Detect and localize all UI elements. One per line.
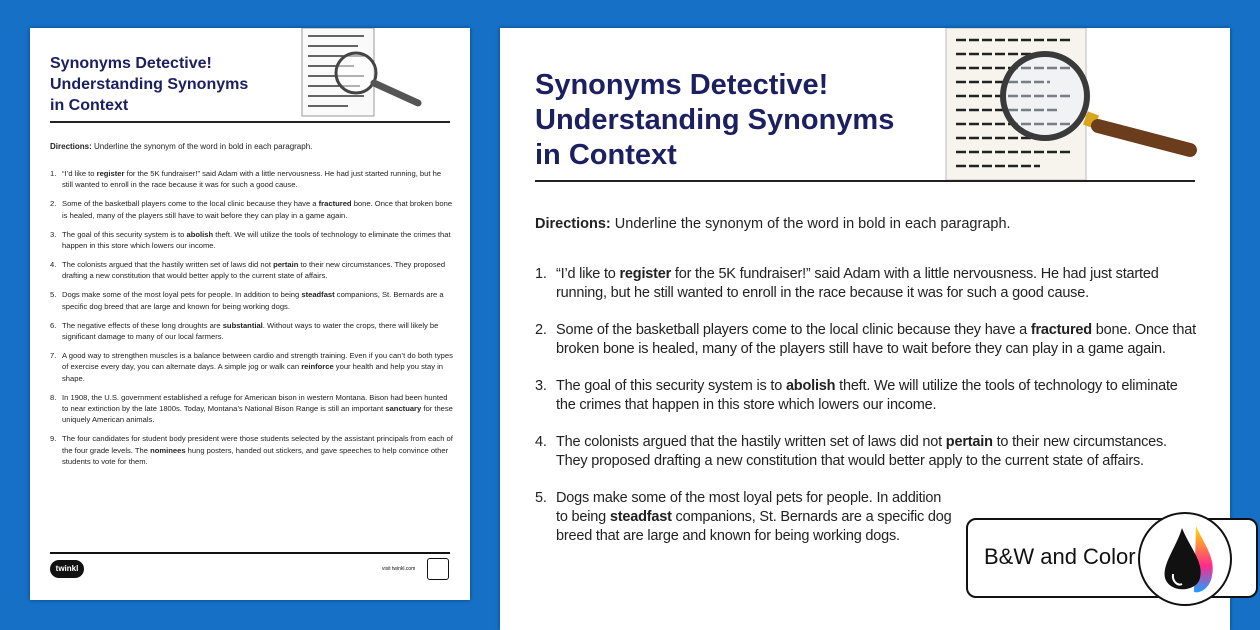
question-item — [50, 168, 454, 191]
title-line: in Context — [535, 139, 677, 171]
item-text: The colonists argued that the hastily written set of laws did not — [556, 434, 946, 450]
question-item — [50, 320, 454, 343]
question-item — [535, 321, 1200, 359]
question-item — [50, 198, 454, 221]
item-number: 1. — [50, 169, 57, 178]
question-item — [50, 392, 454, 426]
bold-word: register — [96, 169, 125, 178]
item-number: 7. — [50, 350, 57, 360]
item-text: The goal of this security system is to — [62, 229, 187, 239]
item-number: 1. — [535, 266, 547, 282]
question-item — [50, 259, 454, 282]
preview-page-small — [30, 28, 470, 600]
item-text: companions, St. Bernards are a specific dog breed that are large and known for being working dogs. — [62, 290, 444, 311]
item-text: Some of the basketball players come to the local clinic because they have a — [62, 199, 319, 209]
directions-label: Directions: — [535, 216, 611, 232]
item-text: hung posters, handed out stickers, and gave speeches to help convince other students to vote for them. — [62, 445, 449, 467]
item-text: theft. We will utilize the tools of technology to eliminate the crimes that happen in this store which lowers our income. — [62, 229, 451, 251]
directions — [535, 216, 1011, 232]
directions-text: Underline the synonym of the word in bold in each paragraph. — [91, 142, 313, 151]
title-line: Synonyms Detective! — [50, 55, 212, 72]
question-item — [50, 229, 454, 252]
item-text: for the 5K fundraiser!” said Adam with a little nervousness. He had just started running, but he still wanted to enroll in the race because it was for such a good cause. — [556, 266, 1159, 301]
bold-word: nominees — [150, 445, 186, 455]
bold-word: fractured — [1030, 322, 1092, 338]
item-number: 2. — [535, 322, 547, 338]
title-line: Understanding Synonyms — [50, 76, 249, 93]
bold-word: abolish — [785, 378, 836, 394]
question-item — [535, 489, 955, 546]
item-number: 3. — [535, 378, 547, 394]
item-number: 6. — [50, 320, 57, 330]
question-item — [50, 350, 454, 384]
item-number: 2. — [50, 199, 57, 209]
item-text: theft. We will utilize the tools of technology to eliminate the crimes that happen in this store which lowers our income. — [556, 378, 1178, 413]
item-text: “I’d like to — [556, 266, 620, 282]
item-text: Dogs make some of the most loyal pets for people. In addition to being — [62, 290, 302, 300]
item-text: In 1908, the U.S. government established a refuge for American bison in western Montana. Bison had been hunted to near extinction by the late 1800s. Today, Montana’s National Bison Range is still an important — [62, 392, 448, 413]
item-text: The goal of this security system is to — [556, 378, 786, 394]
bold-word: abolish — [186, 229, 214, 239]
badge-label: B&W and Color — [984, 544, 1136, 569]
item-text: . Without ways to water the crops, there will likely be significant damage to many of our local farmers. — [62, 320, 439, 341]
divider — [535, 180, 1195, 182]
ink-drops-icon — [1138, 512, 1232, 606]
question-item — [535, 433, 1200, 471]
title-line: in Context — [50, 97, 129, 114]
question-item — [50, 289, 454, 312]
question-item — [50, 433, 454, 467]
item-number: 4. — [535, 434, 547, 450]
item-number: 4. — [50, 259, 57, 269]
bold-word: register — [619, 266, 672, 282]
question-list — [50, 168, 454, 475]
twinkl-logo: twinkl — [50, 560, 84, 578]
page-title — [535, 68, 1005, 173]
item-text: to their new circumstances. They proposed drafting a new constitution that would better apply to the current state of affairs. — [556, 434, 1167, 469]
item-number: 5. — [535, 490, 547, 506]
divider — [50, 121, 450, 123]
bold-word: substantial — [222, 320, 263, 330]
bold-word: steadfast — [301, 290, 335, 300]
item-text: “I’d like to — [62, 169, 97, 178]
bold-word: fractured — [318, 199, 352, 209]
title-line: Synonyms Detective! — [535, 69, 829, 101]
item-text: to their new circumstances. They proposed drafting a new constitution that would better apply to the current state of affairs. — [62, 259, 446, 281]
item-text: Dogs make some of the most loyal pets for people. In addition to being — [556, 490, 942, 525]
bold-word: reinforce — [301, 362, 334, 372]
bold-word: steadfast — [609, 509, 672, 525]
item-text: A good way to strengthen muscles is a balance between cardio and strength training. Even if you can’t do both types of exercise every day, you can alternate days. A simple jog or walk can — [62, 350, 453, 372]
quality-badge-icon — [427, 558, 449, 580]
directions — [50, 142, 312, 151]
item-text: bone. Once that broken bone is healed, many of the players still have to wait before they can play in a game again. — [556, 322, 1196, 357]
item-text: The negative effects of these long droughts are — [62, 320, 223, 330]
bold-word: pertain — [273, 259, 299, 269]
item-text: Some of the basketball players come to the local clinic because they have a — [556, 322, 1031, 338]
item-text: bone. Once that broken bone is healed, many of the players still have to wait before they can play in a game again. — [62, 199, 453, 220]
page-title — [50, 53, 320, 116]
item-number: 9. — [50, 434, 57, 444]
item-text: your health and help you stay in shape. — [62, 362, 444, 383]
item-text: The colonists argued that the hastily written set of laws did not — [62, 259, 274, 269]
magnifier-document-icon — [298, 28, 458, 118]
item-number: 3. — [50, 229, 57, 239]
item-text: for these uniquely American animals. — [62, 404, 453, 425]
item-text: companions, St. Bernards are a specific dog breed that are large and known for being working dogs. — [556, 509, 952, 544]
bold-word: sanctuary — [385, 404, 422, 413]
directions-label: Directions: — [50, 142, 92, 151]
item-text: for the 5K fundraiser!” said Adam with a little nervousness. He had just started running, but he still wanted to enroll in the race because it was for such a good cause. — [62, 169, 442, 190]
item-text: The four candidates for student body president were those students selected by the assistant principals from each of the four grade levels. The — [62, 434, 453, 455]
title-line: Understanding Synonyms — [535, 104, 895, 136]
item-number: 8. — [50, 392, 57, 402]
item-number: 5. — [50, 290, 57, 300]
directions-text: Underline the synonym of the word in bold in each paragraph. — [610, 216, 1011, 232]
question-item — [535, 377, 1200, 415]
bold-word: pertain — [945, 434, 993, 450]
question-item — [535, 265, 1200, 303]
bw-color-badge — [966, 518, 1258, 598]
visit-link: visit twinkl.com — [382, 566, 416, 572]
footer-divider — [50, 552, 450, 554]
